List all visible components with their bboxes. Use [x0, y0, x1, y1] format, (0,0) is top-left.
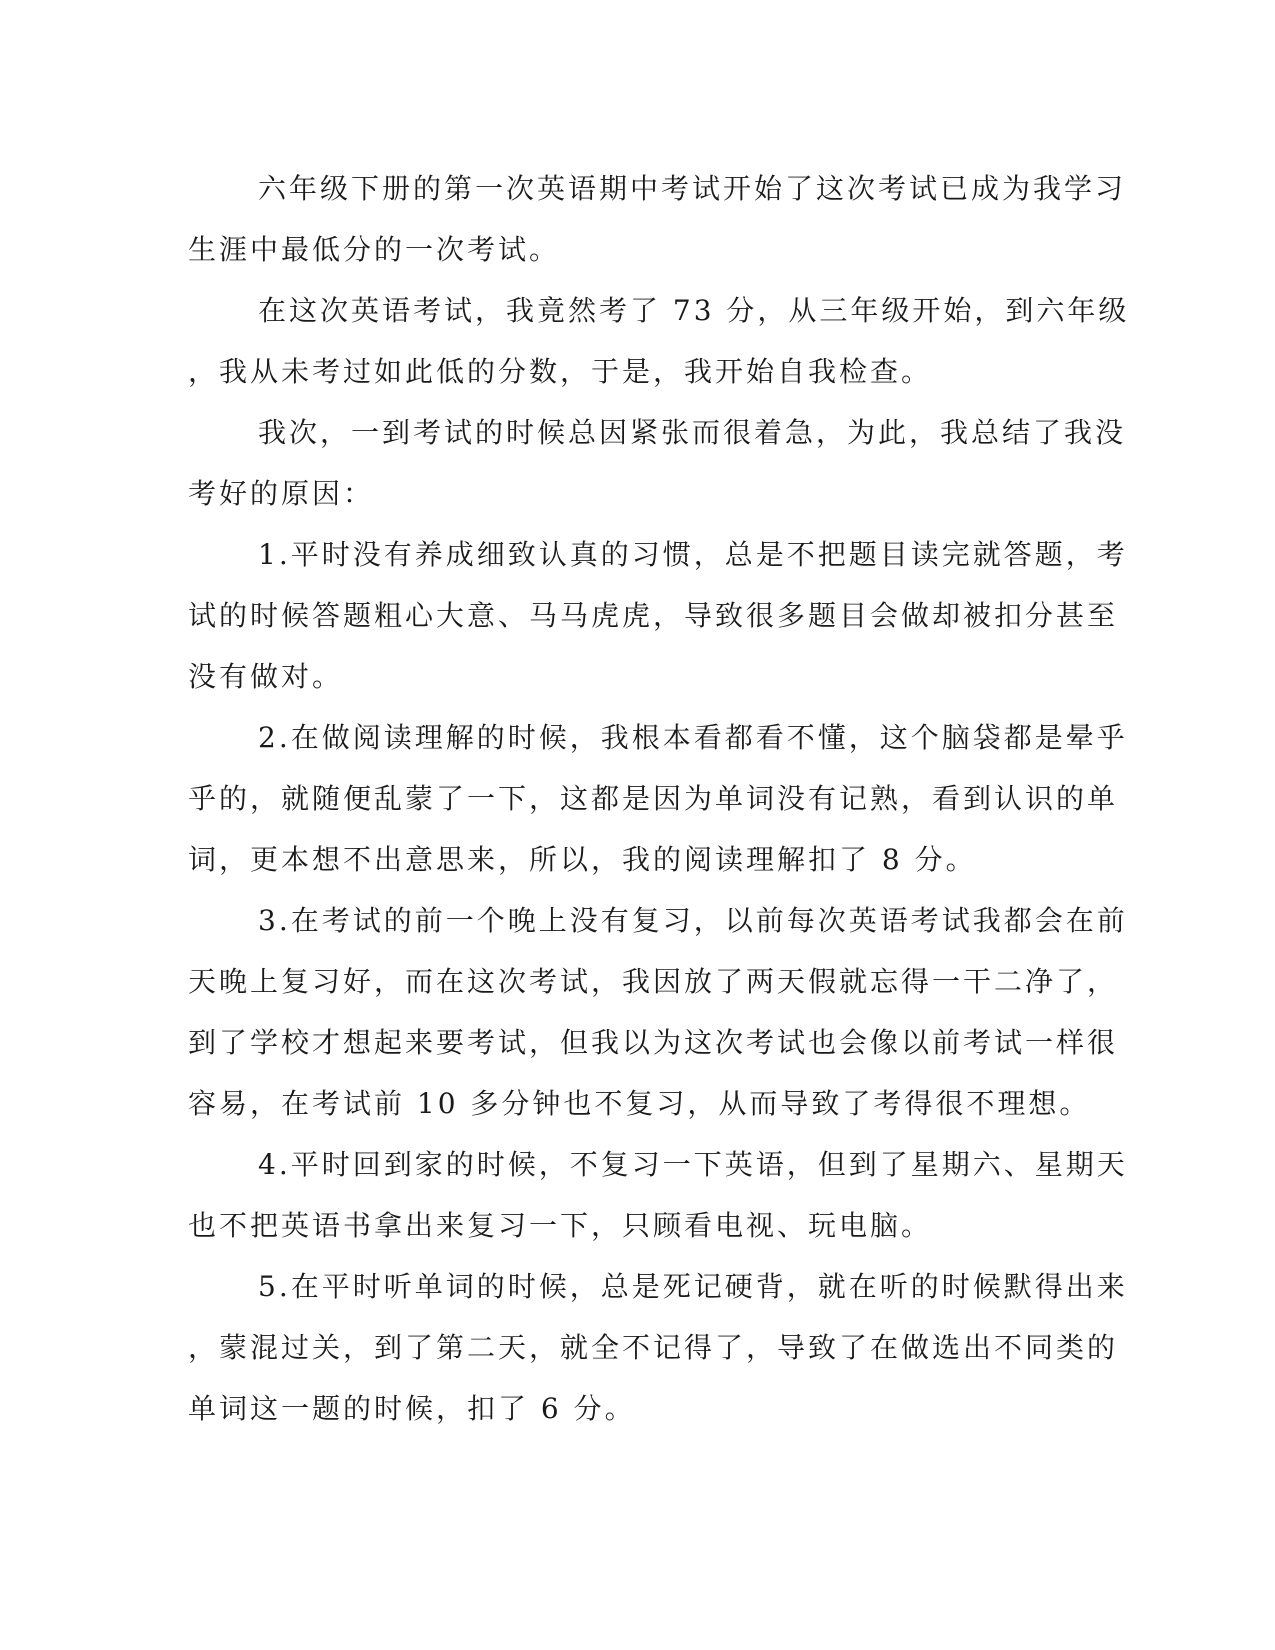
text-line: 1.平时没有养成细致认真的习惯，总是不把题目读完就答题，考 — [258, 538, 1128, 571]
text-line: 天晚上复习好，而在这次考试，我因放了两天假就忘得一干二净了， — [188, 965, 1119, 998]
paragraph-reason-3 — [188, 890, 1128, 1134]
text-line: 没有做对。 — [188, 660, 344, 693]
text-line: 容易，在考试前 10 多分钟也不复习，从而导致了考得很不理想。 — [188, 1087, 1091, 1120]
paragraph-reasons-intro — [188, 402, 1127, 524]
text-line: 我次，一到考试的时候总因紧张而很着急，为此，我总结了我没 — [258, 416, 1127, 449]
paragraph-reason-1 — [188, 524, 1128, 707]
text-line: 考好的原因： — [188, 477, 375, 510]
paragraph-score — [188, 280, 1130, 402]
text-line: 在这次英语考试，我竟然考了 73 分，从三年级开始，到六年级 — [258, 294, 1130, 327]
paragraph-reason-5 — [188, 1256, 1128, 1439]
text-line: 试的时候答题粗心大意、马马虎虎，导致很多题目会做却被扣分甚至 — [188, 599, 1119, 632]
text-line: 也不把英语书拿出来复习一下，只顾看电视、玩电脑。 — [188, 1209, 933, 1242]
text-line: 六年级下册的第一次英语期中考试开始了这次考试已成为我学习 — [258, 172, 1127, 205]
text-line: 2.在做阅读理解的时候，我根本看都看不懂，这个脑袋都是晕乎 — [258, 721, 1128, 754]
paragraph-intro — [188, 158, 1127, 280]
text-line: ，蒙混过关，到了第二天，就全不记得了，导致了在做选出不同类的 — [188, 1331, 1119, 1364]
text-line: 4.平时回到家的时候，不复习一下英语，但到了星期六、星期天 — [258, 1148, 1128, 1181]
paragraph-reason-4 — [188, 1134, 1128, 1256]
text-line: ，我从未考过如此低的分数，于是，我开始自我检查。 — [188, 355, 933, 388]
text-line: 乎的，就随便乱蒙了一下，这都是因为单词没有记熟，看到认识的单 — [188, 782, 1119, 815]
text-line: 生涯中最低分的一次考试。 — [188, 233, 561, 266]
text-line: 3.在考试的前一个晚上没有复习，以前每次英语考试我都会在前 — [258, 904, 1128, 937]
text-line: 词，更本想不出意思来，所以，我的阅读理解扣了 8 分。 — [188, 843, 977, 876]
text-line: 单词这一题的时候，扣了 6 分。 — [188, 1392, 636, 1425]
text-line: 到了学校才想起来要考试，但我以为这次考试也会像以前考试一样很 — [188, 1026, 1119, 1059]
document-body — [188, 158, 1130, 1439]
text-line: 5.在平时听单词的时候，总是死记硬背，就在听的时候默得出来 — [258, 1270, 1128, 1303]
paragraph-reason-2 — [188, 707, 1128, 890]
